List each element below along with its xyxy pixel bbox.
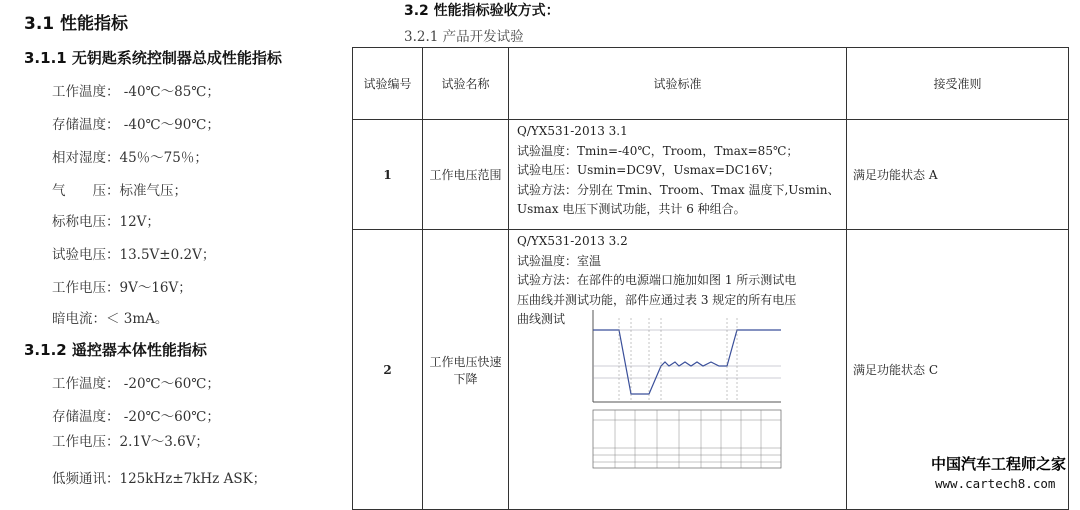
spec-line: 存储温度： -20℃～60℃； — [52, 409, 220, 425]
acceptance-criteria: 满足功能状态 A — [847, 120, 1069, 230]
subsection-heading-controller: 3.1.1 无钥匙系统控制器总成性能指标 — [24, 49, 282, 67]
spec-line: 暗电流：＜ 3mA。 — [52, 311, 169, 327]
spec-line: 工作电压：2.1V～3.6V； — [52, 434, 209, 450]
header-test-name: 试验名称 — [423, 48, 509, 120]
spec-line: 相对湿度：45％～75％； — [52, 150, 208, 166]
standard-line: 试验温度：Tmin=-40℃，Troom，Tmax=85℃； — [517, 143, 799, 158]
test-number: 2 — [353, 230, 423, 510]
header-test-number: 试验编号 — [353, 48, 423, 120]
table-row — [353, 120, 1069, 230]
standard-line: 试验电压：Usmin=DC9V，Usmax=DC16V； — [517, 163, 780, 177]
spec-line: 存储温度： -40℃～90℃； — [52, 117, 220, 133]
spec-line: 低频通讯：125kHz±7kHz ASK； — [52, 471, 267, 487]
standard-line: Q/YX531-2013 3.1 — [517, 124, 628, 138]
test-number: 1 — [353, 120, 423, 230]
standard-line: Usmax 电压下测试功能，共计 6 种组合。 — [517, 202, 746, 216]
test-name: 工作电压范围 — [423, 120, 509, 230]
test-standard — [509, 230, 847, 510]
section-heading: 3.1 性能指标 — [24, 14, 129, 34]
test-standard — [509, 120, 847, 230]
test-table — [352, 47, 1069, 510]
header-acceptance-criteria: 接受准则 — [847, 48, 1069, 120]
standard-line: 曲线测试 — [517, 312, 566, 326]
spec-line: 试验电压：13.5V±0.2V； — [52, 247, 216, 263]
spec-line: 工作温度： -20℃～60℃； — [52, 376, 220, 392]
spec-line: 标称电压：12V； — [52, 214, 160, 230]
standard-line: 试验方法：分别在 Tmin、Troom、Tmax 温度下,Usmin、 — [517, 182, 840, 197]
subsection-heading-remote: 3.1.2 遥控器本体性能指标 — [24, 341, 207, 359]
spec-line: 工作电压：9V～16V； — [52, 280, 192, 296]
header-test-standard: 试验标准 — [509, 48, 847, 120]
voltage-curve-diagram — [585, 308, 785, 470]
voltage-curve-figure — [517, 310, 840, 470]
test-name: 工作电压快速下降 — [423, 230, 509, 510]
standard-line: 试验温度：室温 — [517, 253, 602, 268]
spec-line: 气 压：标准气压； — [52, 183, 187, 199]
watermark-text: 中国汽车工程师之家 — [931, 455, 1067, 473]
watermark-url: www.cartech8.com — [935, 476, 1056, 491]
acceptance-criteria: 满足功能状态 C — [847, 230, 1069, 510]
standard-line: Q/YX531-2013 3.2 — [517, 234, 628, 248]
spec-line: 工作温度： -40℃～85℃； — [52, 84, 220, 100]
acceptance-subheading: 3.2.1 产品开发试验 — [404, 29, 524, 45]
table-header-row — [353, 48, 1069, 120]
standard-line: 压曲线并测试功能，部件应通过表 3 规定的所有电压 — [517, 292, 797, 307]
acceptance-heading: 3.2 性能指标验收方式： — [404, 3, 560, 19]
standard-line: 试验方法：在部件的电源端口施加如图 1 所示测试电 — [517, 273, 797, 287]
